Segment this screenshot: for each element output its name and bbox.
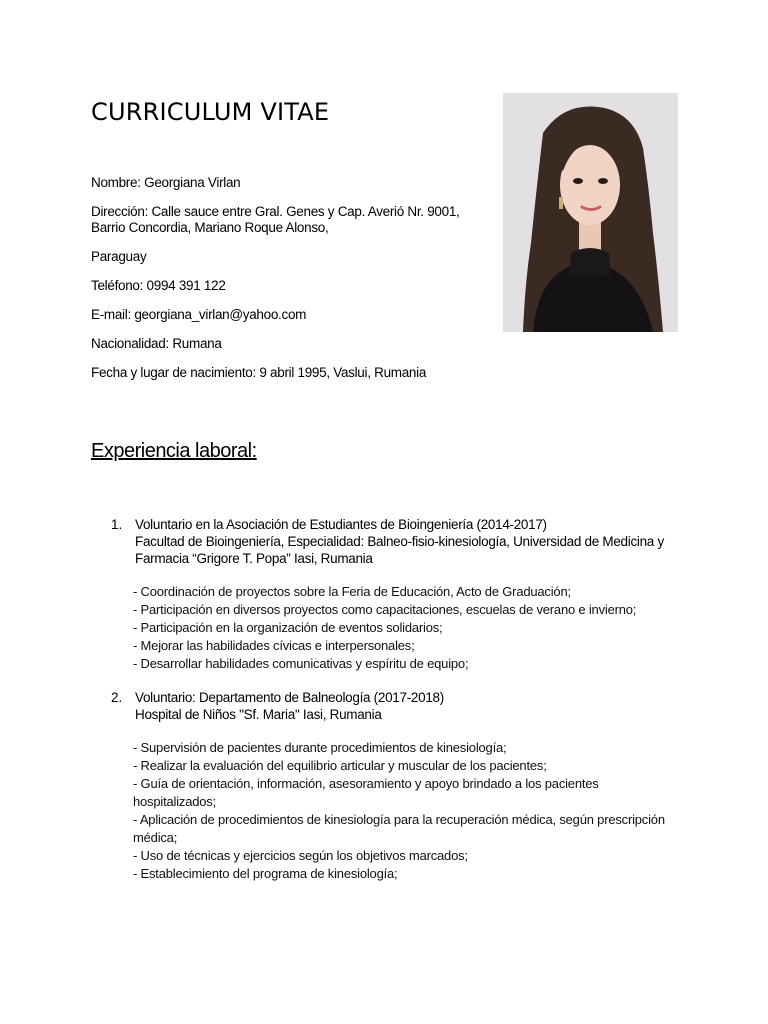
phone-line: Teléfono: 0994 391 122 (91, 278, 226, 293)
list-item: - Establecimiento del programa de kinesiología; (133, 866, 398, 881)
job-title: Voluntario en la Asociación de Estudiantes de Bioingeniería (2014-2017) (135, 517, 547, 532)
list-item: - Realizar la evaluación del equilibrio articular y muscular de los pacientes; (133, 758, 547, 773)
birth-line: Fecha y lugar de nacimiento: 9 abril 1995, Vaslui, Rumania (91, 365, 427, 380)
job-title: Voluntario: Departamento de Balneología (2017-2018) (135, 690, 444, 705)
job-organization: Hospital de Niños "Sf. Maria" Iasi, Rumania (135, 707, 382, 722)
list-item: - Participación en diversos proyectos como capacitaciones, escuelas de verano e invierno; (133, 602, 637, 617)
list-item: - Mejorar las habilidades cívicas e interpersonales; (133, 638, 415, 653)
experience-heading: Experiencia laboral: (91, 440, 257, 462)
job-header (135, 516, 671, 567)
name-line: Nombre: Georgiana Virlan (91, 175, 241, 190)
address-line: Dirección: Calle sauce entre Gral. Genes y Cap. Averió Nr. 9001, Barrio Concordia, Mariano Roque Alonso, (91, 204, 460, 235)
country-line: Paraguay (91, 249, 147, 264)
job-header (135, 689, 671, 723)
list-item: - Participación en la organización de eventos solidarios; (133, 620, 443, 635)
job-number: 1. (111, 517, 123, 532)
experience-list (111, 516, 671, 899)
page-title: CURRICULUM VITAE (91, 98, 330, 126)
job-organization: Facultad de Bioingeniería, Especialidad: Balneo-fisio-kinesiología, Universidad de Medicina y Farmacia “Grigore T. Popa” Iasi, Rumania (135, 534, 664, 566)
job-duties (133, 739, 671, 883)
profile-photo (503, 93, 678, 332)
personal-info (91, 175, 491, 394)
nationality-line: Nacionalidad: Rumana (91, 336, 222, 351)
list-item: - Uso de técnicas y ejercicios según los objetivos marcados; (133, 848, 468, 863)
job-entry (111, 516, 671, 673)
job-entry (111, 689, 671, 883)
list-item: - Coordinación de proyectos sobre la Feria de Educación, Acto de Graduación; (133, 584, 571, 599)
job-duties (133, 583, 671, 673)
list-item: - Desarrollar habilidades comunicativas y espíritu de equipo; (133, 656, 469, 671)
list-item: - Supervisión de pacientes durante procedimientos de kinesiología; (133, 740, 507, 755)
job-number: 2. (111, 690, 123, 705)
list-item: - Guía de orientación, información, asesoramiento y apoyo brindado a los pacientes hospitalizados; (133, 776, 599, 809)
list-item: - Aplicación de procedimientos de kinesiología para la recuperación médica, según prescripción médica; (133, 812, 665, 845)
email-line: E-mail: georgiana_virlan@yahoo.com (91, 307, 307, 322)
portrait-illustration (503, 93, 678, 332)
